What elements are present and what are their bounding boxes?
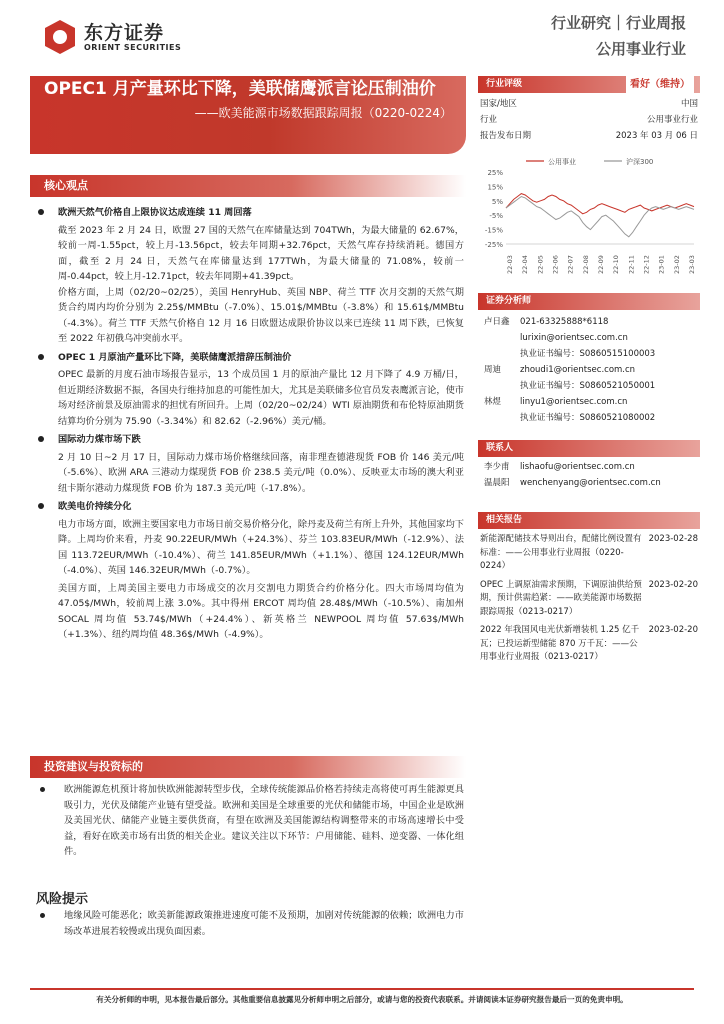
- report-subtitle: ——欧美能源市场数据跟踪周报（0220-0224）: [194, 106, 452, 120]
- x-tick-label: 22-10: [612, 255, 621, 274]
- x-tick-label: 22-03: [506, 255, 514, 274]
- orient-logo-icon: [42, 19, 78, 55]
- core-view-heading: 核心观点: [30, 175, 466, 197]
- x-tick-label: 22-05: [536, 255, 545, 274]
- brand-name-en: ORIENT SECURITIES: [84, 42, 182, 52]
- industry-name: 公用事业行业: [595, 40, 686, 58]
- related-title[interactable]: 新能源配储技术导则出台，配储比例设置有标准：——公用事业行业周报（0220-0224）: [480, 534, 642, 571]
- related-title[interactable]: 2022 年我国风电光伏新增装机 1.25 亿千瓦；已投运新型储能 870 万千瓦：——公用事业行业周报（0213-0217）: [480, 625, 640, 662]
- analyst-cert: 执业证书编号：S0860515100003: [520, 349, 656, 359]
- analyst-entry: [484, 362, 696, 394]
- bullet-title: 欧洲天然气价格自上限协议达成连续 11 周回落: [38, 205, 464, 221]
- rating-row: [480, 96, 698, 112]
- x-tick-label: 22-09: [597, 255, 605, 274]
- paragraph: 电力市场方面，欧洲主要国家电力市场日前交易价格分化，除丹麦及荷兰有所上升外，其他国家均下降。上周均价来看，丹麦 90.22EUR/MWh（+24.3%）、芬兰 103.83EUR/MWh（-12.9%）、法国 113.72EUR/MWh（-10.4%）、荷兰 141.85EUR/MWh（+1.1%）、德国 124.12EUR/MWh（-4.0%）、英国 146.32EUR/MWh（-0.7%）。: [58, 518, 464, 576]
- legend-label: 公用事业: [548, 158, 576, 166]
- paragraph: 截至 2023 年 2 月 24 日，欧盟 27 国的天然气在库储量达到 704TWh，为最大储量的 62.67%，较前一周-1.55pct，较上月-13.56pct，较去年同期+32.76pct，天然气库存持续消耗。德国方面，截至 2 月 24 日，天然气在库储量达到 177TWh，为最大储量的 71.08%，较前一周-0.44pct，较上月-12.71pct，较去年同期+41.39pct。: [58, 224, 464, 282]
- x-tick-label: 22-04: [521, 255, 530, 274]
- analyst-name: 卢日鑫: [484, 317, 510, 327]
- paragraph: 美国方面，上周美国主要电力市场成交的次月交割电力期货合约价格分化。四大市场周均值为 47.05$/MWh，较前周上涨 3.0%。其中得州 ERCOT 周均值 28.48$/MWh（-10.5%）、南加州 SOCAL 周均值 53.74$/MWh（+24.4%）、新英格兰 NEWPOOL 周均值 57.63$/MWh（+1.3%）、纽约周均值 48.36$/MWh（-4.9%）。: [58, 582, 464, 640]
- footer-disclaimer: 有关分析师的申明，见本报告最后部分。其他重要信息披露见分析师申明之后部分，或请与您的投资代表联系。并请阅读本证券研究报告最后一页的免责申明。: [30, 988, 694, 1005]
- paragraph: 地缘风险可能恶化；欧美新能源政策推进速度可能不及预期，加剧对传统能源的依赖；欧洲电力市场改革进展若较慢或出现负面因素。: [38, 908, 464, 939]
- analyst-cert: 执业证书编号：S0860521080002: [520, 413, 656, 423]
- analyst-cert: 执业证书编号：S0860521050001: [520, 381, 656, 391]
- x-tick-label: 22-08: [581, 255, 590, 274]
- rating-row: [480, 128, 698, 144]
- related-box: [478, 512, 700, 670]
- risk-heading: 风险提示: [36, 892, 89, 907]
- contact-entry: [484, 475, 696, 491]
- report-type: [551, 10, 686, 62]
- contacts-heading: 联系人: [478, 440, 700, 457]
- y-tick-label: 25%: [487, 169, 503, 177]
- risk-body: [38, 908, 464, 939]
- rating-key: 国家/地区: [480, 99, 517, 109]
- series-line-公用事业: [506, 194, 694, 214]
- related-report[interactable]: [480, 579, 698, 620]
- related-title[interactable]: OPEC 上调原油需求预期，下调原油供给预期，预计供需趋紧：——欧美能源市场数据跟踪周报（0213-0217）: [480, 579, 642, 617]
- related-date: 2023-02-20: [648, 579, 698, 590]
- series-line-沪深300: [506, 197, 694, 237]
- contact-email[interactable]: lishaofu@orientsec.com.cn: [520, 462, 635, 472]
- y-tick-label: 5%: [491, 197, 503, 206]
- x-tick-label: 23-03: [688, 255, 696, 274]
- title-banner: [30, 76, 466, 154]
- brand-name-cn: 东方证券: [84, 21, 165, 44]
- performance-chart: [478, 152, 700, 280]
- y-tick-label: -5%: [489, 212, 503, 221]
- report-title: OPEC1 月产量环比下降，美联储鹰派言论压制油价: [44, 79, 436, 99]
- investment-body: [38, 782, 464, 860]
- legend-label: 沪深300: [626, 158, 654, 166]
- core-view-body: [38, 202, 464, 643]
- analysts-heading: 证券分析师: [478, 293, 700, 310]
- rating-val: 中国: [680, 99, 698, 109]
- x-tick-label: 22-11: [627, 255, 636, 274]
- x-tick-label: 23-02: [672, 255, 681, 274]
- contact-name: 李少甫: [484, 462, 510, 472]
- analyst-email[interactable]: zhoudi1@orientsec.com.cn: [520, 365, 636, 375]
- bullet-title: 欧美电价持续分化: [38, 499, 464, 515]
- analyst-email[interactable]: lurixin@orientsec.com.cn: [520, 333, 628, 343]
- rating-row: [480, 112, 698, 128]
- investment-heading: 投资建议与投资标的: [30, 756, 466, 778]
- contacts-box: [478, 440, 700, 491]
- bullet-title: OPEC 1 月原油产量环比下降，美联储鹰派措辞压制油价: [38, 350, 464, 366]
- x-tick-label: 23-01: [657, 255, 666, 274]
- rating-val: 公用事业行业: [646, 115, 698, 125]
- contact-email[interactable]: wenchenyang@orientsec.com.cn: [520, 478, 661, 488]
- report-category: 行业研究｜行业周报: [550, 14, 686, 32]
- paragraph: 价格方面，上周（02/20~02/25），美国 HenryHub、英国 NBP、荷兰 TTF 次月交割的天然气期货合约周内均价分别为 2.25$/MMBtu（-7.0%）、15.01$/MMBtu（-3.8%）和 15.61$/MMBtu（-4.3%）。荷兰 TTF 天然气价格自 12 月 16 日欧盟达成限价协议以来已连续 11 周下跌，已恢复至 2022 年初俄乌冲突前水平。: [58, 286, 464, 344]
- paragraph: 2 月 10 日~2 月 17 日，国际动力煤市场价格继续回落，南非理查德港现货 FOB 价 146 美元/吨（-5.6%）、欧洲 ARA 三港动力煤现货 FOB 价 238.5 美元/吨（0.0%）、反映亚太市场的澳大利亚纽卡斯尔港动力煤现货 FOB 价为 187.3 美元/吨（-17.8%）。: [58, 451, 464, 494]
- analyst-name: 周迪: [484, 365, 502, 375]
- x-tick-label: 22-12: [642, 255, 651, 274]
- y-tick-label: -15%: [484, 226, 503, 235]
- rating-box: [478, 76, 700, 144]
- rating-key: 行业: [480, 115, 498, 125]
- chart-svg: [478, 152, 700, 280]
- rating-val: 2023 年 03 月 06 日: [615, 131, 698, 141]
- x-tick-label: 22-06: [551, 255, 560, 274]
- bullet-title: 国际动力煤市场下跌: [38, 432, 464, 448]
- related-report[interactable]: [480, 624, 698, 665]
- rating-value: 看好（维持）: [626, 76, 694, 93]
- y-tick-label: 15%: [487, 183, 503, 192]
- related-heading: 相关报告: [478, 512, 700, 529]
- analysts-box: [478, 293, 700, 426]
- rating-key: 报告发布日期: [480, 131, 532, 141]
- paragraph: 欧洲能源危机预计将加快欧洲能源转型步伐，全球传统能源品价格若持续走高将使可再生能源更具吸引力，光伏及储能产业链有望受益。欧洲和美国是全球重要的光伏和储能市场，中国企业是欧洲及美国光伏、储能产业链主要供货商，有望在欧洲及美国能源结构调整带来的市场高速增长中受益，看好在欧美市场有出货的相关企业。建议关注以下环节：户用储能、硅料、逆变器、一体化组件。: [38, 782, 464, 860]
- y-tick-label: -25%: [484, 241, 503, 249]
- analyst-entry: [484, 394, 696, 426]
- analyst-entry: [484, 314, 696, 362]
- related-date: 2023-02-20: [648, 625, 698, 635]
- brand-logo: [42, 18, 202, 56]
- x-tick-label: 22-07: [566, 255, 575, 274]
- related-date: 2023-02-28: [648, 534, 698, 544]
- analyst-name: 林煜: [484, 397, 502, 407]
- rating-header: [478, 76, 700, 93]
- contact-entry: [484, 459, 696, 475]
- contact-name: 温晨阳: [484, 478, 510, 488]
- related-report[interactable]: [480, 533, 698, 574]
- rating-label: 行业评级: [486, 79, 523, 89]
- analyst-tel: 021-63325888*6118: [520, 317, 609, 327]
- analyst-email[interactable]: linyu1@orientsec.com.cn: [520, 397, 628, 407]
- paragraph: OPEC 最新的月度石油市场报告显示，13 个成员国 1 月的原油产量比 12 月下降了 4.9 万桶/日，但近期经济数据不振，各国央行维持加息的可能性加大，尤其是美联储多位官员发表鹰派言论，使市场对经济前景及原油需求的担忧有所回升。上周（02/20~02/24）WTI 原油期货和布伦特原油期货结算均价分别为 75.90（-3.34%）和 82.62（-2.96%）美元/桶。: [58, 369, 464, 427]
